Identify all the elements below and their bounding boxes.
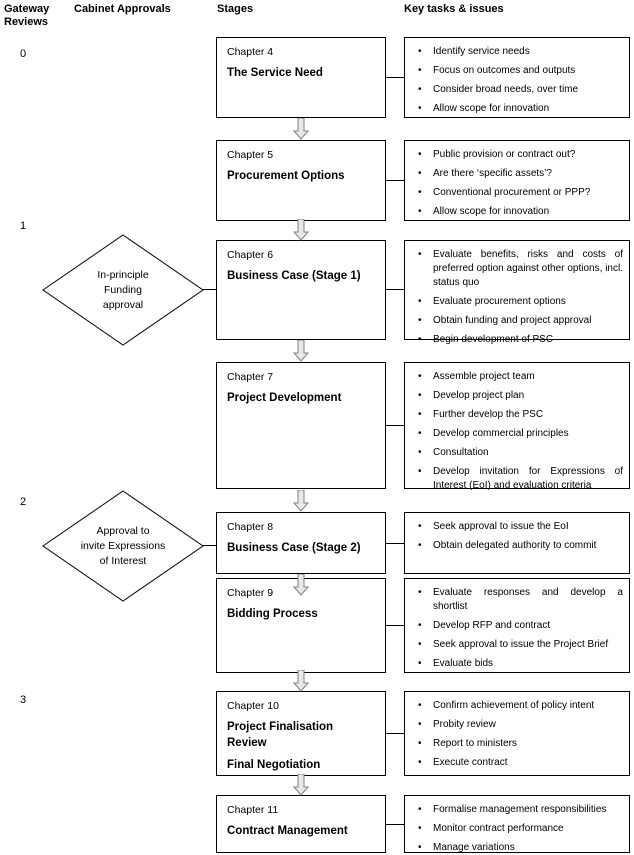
stage-box-chapter-10[interactable] <box>216 691 386 776</box>
tasks-box-chapter-7 <box>404 362 630 489</box>
tasks-list <box>411 45 623 116</box>
approval-2-line2: invite Expressions <box>80 539 166 552</box>
stage-box-chapter-7[interactable] <box>216 362 386 489</box>
stage-box-chapter-4[interactable] <box>216 37 386 118</box>
stage-title <box>227 390 375 406</box>
stage-chapter-label: Chapter 7 <box>227 371 274 383</box>
stage-title <box>227 65 375 81</box>
column-header-stages: Stages <box>217 3 254 15</box>
stage-box-chapter-6[interactable] <box>216 240 386 340</box>
task-item: • Obtain funding and project approval <box>411 314 623 328</box>
gateway-number-0: 0 <box>20 48 27 60</box>
flow-arrow-down-icon <box>293 118 309 140</box>
stage-box-chapter-5[interactable] <box>216 140 386 221</box>
approval-2-line1: Approval to <box>96 524 150 537</box>
stage-chapter-label: Chapter 8 <box>227 521 274 533</box>
flow-arrow-down-icon <box>293 490 309 512</box>
stage-chapter-label: Chapter 5 <box>227 149 274 161</box>
stage-title-line1: Contract Management <box>227 825 348 837</box>
flow-arrow-down-icon <box>293 774 309 796</box>
task-item: • Focus on outcomes and outputs <box>411 64 623 78</box>
task-item: • Manage variations <box>411 841 623 855</box>
column-header-cabinet-approvals: Cabinet Approvals <box>74 3 171 15</box>
connector-stage4-to-tasks <box>386 425 404 426</box>
stage-title-line1: Business Case (Stage 2) <box>227 542 361 554</box>
tasks-list <box>411 586 623 671</box>
tasks-box-chapter-10 <box>404 691 630 776</box>
approval-diamond-label-1 <box>42 234 204 346</box>
task-item: • Allow scope for innovation <box>411 205 623 219</box>
approval-1-line2: Funding <box>104 283 142 296</box>
stage-title-line1: Business Case (Stage 1) <box>227 270 361 282</box>
connector-diamond1-to-stage3 <box>203 289 217 290</box>
connector-stage7-to-tasks <box>386 733 404 734</box>
approval-diamond-label-2 <box>42 490 204 602</box>
flow-arrow-down-icon <box>293 340 309 362</box>
tasks-box-chapter-5 <box>404 140 630 221</box>
task-item: • Report to ministers <box>411 737 623 751</box>
tasks-box-chapter-9 <box>404 578 630 673</box>
task-item: • Execute contract <box>411 756 623 770</box>
task-item: • Monitor contract performance <box>411 822 623 836</box>
task-item: • Consider broad needs, over time <box>411 83 623 97</box>
task-item: • Evaluate responses and develop a shortlist <box>411 586 623 614</box>
task-item: • Probity review <box>411 718 623 732</box>
stage-title <box>227 719 375 773</box>
task-item: • Evaluate benefits, risks and costs of preferred option against other options, incl. status quo <box>411 248 623 290</box>
task-item: • Obtain delegated authority to commit <box>411 539 623 553</box>
connector-stage5-to-tasks <box>386 543 404 544</box>
gateway-number-1: 1 <box>20 220 27 232</box>
approval-1-line3: approval <box>102 298 144 311</box>
task-item: • Confirm achievement of policy intent <box>411 699 623 713</box>
stage-title <box>227 268 375 284</box>
task-item: • Seek approval to issue the EoI <box>411 520 623 534</box>
stage-title-line1: Project Finalisation Review <box>227 721 334 749</box>
task-item: • Conventional procurement or PPP? <box>411 186 623 200</box>
tasks-box-chapter-11 <box>404 795 630 853</box>
tasks-list <box>411 148 623 219</box>
gateway-header-line2: Reviews <box>4 16 49 28</box>
task-item: • Develop project plan <box>411 389 623 403</box>
connector-stage2-to-tasks <box>386 180 404 181</box>
stage-title-line2: Final Negotiation <box>227 759 321 771</box>
gateway-number-3: 3 <box>20 694 27 706</box>
stage-box-chapter-8[interactable] <box>216 512 386 574</box>
stage-box-chapter-11[interactable] <box>216 795 386 853</box>
task-item: • Develop commercial principles <box>411 427 623 441</box>
column-header-key-tasks: Key tasks & issues <box>404 3 504 15</box>
stage-title <box>227 540 375 556</box>
tasks-list <box>411 520 623 553</box>
connector-stage6-to-tasks <box>386 625 404 626</box>
task-item: • Develop invitation for Expressions of Interest (EoI) and evaluation criteria <box>411 465 623 493</box>
tasks-list <box>411 370 623 493</box>
stage-chapter-label: Chapter 9 <box>227 587 274 599</box>
stage-title-line1: Project Development <box>227 392 342 404</box>
task-item: • Further develop the PSC <box>411 408 623 422</box>
stage-chapter-label: Chapter 4 <box>227 46 274 58</box>
tasks-list <box>411 699 623 770</box>
task-item: • Evaluate bids <box>411 657 623 671</box>
stage-chapter-label: Chapter 10 <box>227 700 279 712</box>
stage-title <box>227 606 375 622</box>
connector-stage8-to-tasks <box>386 824 404 825</box>
stage-chapter-label: Chapter 6 <box>227 249 274 261</box>
gateway-number-2: 2 <box>20 496 27 508</box>
approval-diamond-in-principle-funding <box>42 234 204 346</box>
tasks-box-chapter-6 <box>404 240 630 345</box>
stage-title-line1: Procurement Options <box>227 170 345 182</box>
task-item: • Consultation <box>411 446 623 460</box>
task-item: • Identify service needs <box>411 45 623 59</box>
task-item: • Are there ‘specific assets’? <box>411 167 623 181</box>
gateway-header-line1: Gateway <box>4 3 50 15</box>
stage-title-line1: Bidding Process <box>227 608 318 620</box>
column-header-gateway-reviews <box>4 3 68 29</box>
approval-diamond-invite-eoi <box>42 490 204 602</box>
tasks-list <box>411 803 623 855</box>
tasks-box-chapter-4 <box>404 37 630 118</box>
stage-title-line1: The Service Need <box>227 67 323 79</box>
task-item: • Allow scope for innovation <box>411 102 623 116</box>
connector-stage1-to-tasks <box>386 77 404 78</box>
task-item: • Develop RFP and contract <box>411 619 623 633</box>
connector-diamond2-to-stage5 <box>203 545 217 546</box>
flow-arrow-down-icon <box>293 219 309 241</box>
stage-title <box>227 168 375 184</box>
task-item: • Seek approval to issue the Project Brief <box>411 638 623 652</box>
approval-1-line1: In-principle <box>97 268 149 281</box>
task-item: • Begin development of PSC <box>411 333 623 347</box>
task-item: • Assemble project team <box>411 370 623 384</box>
tasks-box-chapter-8 <box>404 512 630 574</box>
task-item: • Evaluate procurement options <box>411 295 623 309</box>
approval-2-line3: of Interest <box>99 554 147 567</box>
flow-arrow-down-icon <box>293 670 309 692</box>
flow-arrow-down-icon <box>293 574 309 596</box>
connector-stage3-to-tasks <box>386 289 404 290</box>
tasks-list <box>411 248 623 347</box>
task-item: • Formalise management responsibilities <box>411 803 623 817</box>
stage-chapter-label: Chapter 11 <box>227 804 279 816</box>
stage-title <box>227 823 375 839</box>
task-item: • Public provision or contract out? <box>411 148 623 162</box>
